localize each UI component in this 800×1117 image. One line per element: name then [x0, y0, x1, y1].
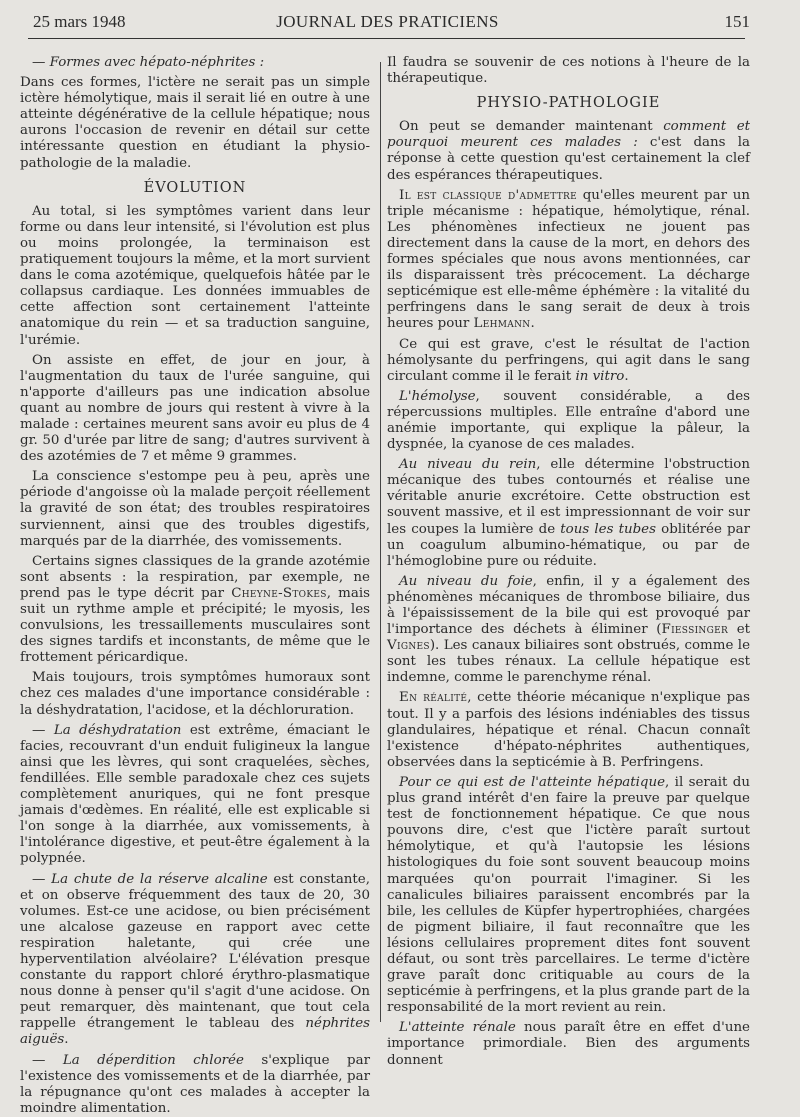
paragraph: Dans ces formes, l'ictère ne serait pas un simple ictère hémolytique, mais il serait lié en outre à une atteinte dégénérative de la cellule hépatique; nous aurons l'occasion de revenir en détail sur cette intéressante question en étudiant la physio-pathologie de la maladie.: [20, 75, 370, 171]
italic-term: comment et pourquoi meurent ces malades :: [387, 119, 750, 151]
section-heading-evolution: ÉVOLUTION: [143, 179, 247, 196]
text-run: c'est dans la réponse à cette question qu'est certainement la clef des espérances thérapeutiques.: [387, 135, 750, 183]
issue-date: 25 mars 1948: [33, 12, 126, 31]
paragraph: [20, 55, 370, 71]
text-run: On peut se demander maintenant: [399, 119, 664, 135]
subsection-lead: — La déshydratation: [32, 722, 182, 738]
author-name: Fiessinger: [661, 622, 729, 638]
running-header: [25, 10, 750, 36]
italic-term: Pour ce qui est de l'atteinte hépatique: [399, 774, 666, 790]
text-run: , enfin, il y a également des phénomènes mécaniques de thrombose biliaire, dus à l'épaississement de la bile qui est provoqué par l'importance des déchets à éliminer (: [387, 573, 750, 638]
paragraph: [387, 389, 750, 453]
paragraph: [20, 723, 370, 868]
text-run: .: [624, 368, 629, 384]
column-divider: [380, 62, 381, 1022]
italic-term: L'hémolyse: [399, 388, 476, 404]
author-name: Cheyne-Stokes: [231, 585, 327, 601]
section-heading-physio-pathologie: PHYSIO-PATHOLOGIE: [476, 95, 661, 112]
paragraph: [20, 1053, 370, 1117]
italic-term: néphrites aiguës: [20, 1016, 370, 1048]
subsection-lead: — La déperdition chlorée: [32, 1052, 244, 1068]
section-lead: — Formes avec hépato-néphrites :: [32, 55, 265, 70]
paragraph: Au total, si les symptômes varient dans leur forme ou dans leur intensité, si l'évolution est plus ou moins prolongée, la terminaison est pratiquement toujours la même, et la mort survient dans le coma azotémique, quelquefois hâtée par le collapsus cardiaque. Les données immuables de cette affection sont certainement l'atteinte anatomique du rein — et sa traduction sanguine, l'urémie.: [20, 203, 370, 348]
author-name: Vignes: [387, 638, 430, 654]
right-column: [387, 55, 751, 1068]
smallcaps-lead: Il est classique d'admettre: [399, 187, 577, 203]
text-run: qu'elles meurent par un triple mécanisme : hépatique, hémolytique, rénal. Les phénomènes infectieux ne jouent pas directement dans la cause de la mort, en dehors des formes spéciales que nous avons mentionnées, car ils disparaissent très précocement. La décharge septicémique est elle-même éphémère : la vitalité du perfringens dans le sang serait de deux à trois heures pour: [387, 187, 750, 332]
paragraph: [387, 457, 750, 570]
paragraph: On assiste en effet, de jour en jour, à l'augmentation du taux de l'urée sanguine, qui n'apporte d'ailleurs pas une indication absolue quant au nombre de jours qui restent à vivre à la malade : certaines meurent sans avoir eu plus de 4 gr. 50 d'urée par litre de sang; d'autres survivent à des azotémies de 7 et même 9 grammes.: [20, 352, 370, 465]
left-column: [20, 55, 370, 1116]
paragraph: [20, 554, 370, 667]
paragraph: [387, 1020, 750, 1068]
text-run: oblitérée par un coagulum albumino-hématique, ou par de l'hémoglobine pure ou réduite.: [387, 521, 750, 569]
paragraph: La conscience s'estompe peu à peu, après une période d'angoisse où la malade perçoit réellement la gravité de son état; des troubles respiratoires surviennent, ainsi que des troubles digestifs, marqués par de la diarrhée, des vomissements.: [20, 469, 370, 549]
text-run: est constante, et on observe fréquemment des taux de 20, 30 volumes. Est-ce une acidose, ou bien précisément une alcalose gazeuse en rapport avec cette respiration haletante, qui crée une hyperventilation alvéolaire? L'élévation presque constante du rapport chloré érythro-plasmatique nous donne à penser qu'il s'agit d'une acidose. On peut remarquer, dès maintenant, que tout cela rappelle étrangement le tableau des: [20, 871, 370, 1032]
italic-term: in vitro: [575, 368, 625, 384]
text-run: ). Les canaux biliaires sont obstrués, comme le sont les tubes rénaux. La cellule hépatique est indemne, comme le parenchyme rénal.: [387, 638, 750, 686]
text-run: , elle détermine l'obstruction mécanique des tubes contournés et réalise une véritable anurie excrétoire. Cette obstruction est souvent massive, et il est impressionnant de voir sur les coupes la lumière de: [387, 457, 750, 537]
paragraph: [387, 119, 750, 183]
text-run: Certains signes classiques de la grande azotémie sont absents : la respiration, par exemple, ne prend pas le type décrit par: [20, 553, 370, 601]
paragraph: [387, 690, 750, 770]
italic-term: tous les tubes: [560, 521, 656, 537]
header-rule: [28, 38, 745, 39]
text-run: nous paraît être en effet d'une importance primordiale. Bien des arguments donnent: [387, 1020, 750, 1068]
paragraph: [387, 775, 750, 1016]
text-run: , cette théorie mécanique n'explique pas tout. Il y a parfois des lésions indéniables des tissus glandulaires, hépatique et rénal. Chacun connaît l'existence d'hépato-néphrites authentiques, observées dans la septicémie à B. Perfringens.: [387, 690, 750, 770]
paragraph: [387, 188, 750, 333]
italic-term: L'atteinte rénale: [399, 1020, 516, 1036]
text-run: Ce qui est grave, c'est le résultat de l'action hémolysante du perfringens, qui agit dans le sang circulant comme il le ferait: [387, 336, 750, 384]
paragraph: Mais toujours, trois symptômes humoraux sont chez ces malades d'une importance considérable : la déshydratation, l'acidose, et la déchloruration.: [20, 670, 370, 718]
text-run: .: [64, 1032, 69, 1048]
author-name: Lehmann: [473, 316, 531, 332]
text-run: , mais suit un rythme ample et précipité; le myosis, les convulsions, les tressaillements musculaires sont des signes tardifs et inconstants, de même que le frottement péricardique.: [20, 585, 370, 666]
paragraph: [20, 872, 370, 1049]
page-number: 151: [724, 12, 750, 31]
paragraph: Il faudra se souvenir de ces notions à l'heure de la thérapeutique.: [387, 55, 750, 87]
smallcaps-lead: En réalité: [399, 690, 468, 706]
italic-term: Au niveau du rein: [399, 457, 537, 473]
text-run: .: [530, 316, 535, 332]
subsection-lead: — La chute de la réserve alcaline: [32, 871, 268, 887]
text-run: et: [728, 622, 751, 638]
journal-title: JOURNAL DES PRATICIENS: [276, 12, 499, 31]
text-run: est extrême, émaciant le facies, recouvrant d'un enduit fuligineux la langue ainsi que les lèvres, qui sont craquelées, sèches, fendillées. Elle semble paradoxale chez ces sujets complètement anuriques, qui ne font presque jamais d'œdèmes. En réalité, elle est explicable si l'on songe à la diarrhée, aux vomissements, à l'intolérance digestive, et peut-être également à la polypnée.: [20, 722, 370, 867]
italic-term: Au niveau du foie: [399, 573, 533, 589]
text-run: , souvent considérable, a des répercussions multiples. Elle entraîne d'abord une anémie importante, qui explique la pâleur, la dyspnée, la cyanose de ces malades.: [387, 388, 750, 453]
text-run: s'explique par l'existence des vomissements et de la diarrhée, par la répugnance qu'ont ces malades à accepter la moindre alimentation.: [20, 1052, 370, 1116]
paragraph: [387, 337, 750, 385]
text-run: , il serait du plus grand intérêt d'en faire la preuve par quelque test de fonctionnement hépatique. Ce que nous pouvons dire, c'est que l'ictère paraît surtout hémolytique, et qu'à l'autopsie les lésions histologiques du foie sont souvent beaucoup moins marquées qu'on pourrait l'imaginer. Si les canalicules biliaires paraissent encombrés par la bile, les cellules de Küpfer hypertrophiées, chargées de pigment biliaire, il faut reconnaître que les lésions cellulaires proprement dites font souvent défaut, ou sont très parcellaires. Le terme d'ictère grave paraît donc critiquable au cours de la septicémie à perfringens, et la plus grande part de la responsabilité de la mort revient au rein.: [387, 774, 750, 1016]
paragraph: [387, 574, 750, 687]
